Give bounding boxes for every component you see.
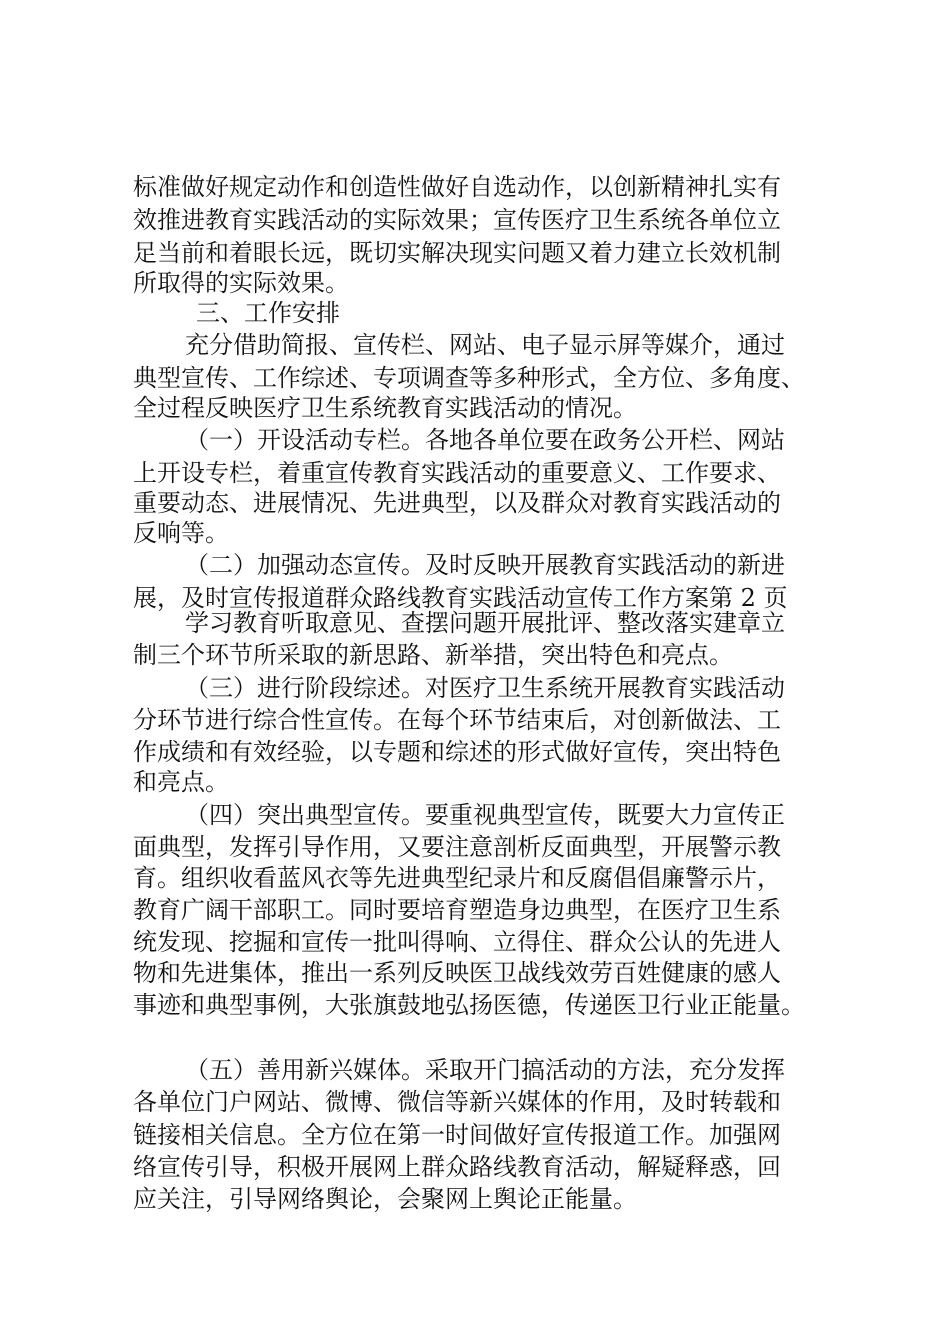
text-line: 教育广阔干部职工。同时要培育塑造身边典型，在医疗卫生系 [133, 896, 781, 924]
text-line: 展，及时宣传报道群众路线教育实践活动宣传工作方案第 2 页 [133, 584, 788, 612]
text-line: 充分借助简报、宣传栏、网站、电子显示屏等媒介，通过 [185, 331, 785, 359]
text-line: 物和先进集体，推出一系列反映医卫战线效劳百姓健康的感人 [133, 959, 781, 987]
text-line: 效推进教育实践活动的实际效果；宣传医疗卫生系统各单位立 [133, 206, 781, 234]
text-line: 链接相关信息。全方位在第一时间做好宣传报道工作。加强网 [133, 1121, 781, 1149]
text-line: 和亮点。 [133, 768, 229, 796]
text-line: （一）开设活动专栏。各地各单位要在政务公开栏、网站 [185, 426, 785, 454]
section-heading: 三、工作安排 [196, 299, 340, 327]
text-line: 事迹和典型事例，大张旗鼓地弘扬医德，传递医卫行业正能量。 [133, 991, 805, 1019]
text-line: 制三个环节所采取的新思路、新举措，突出特色和亮点。 [133, 641, 733, 669]
text-line: 分环节进行综合性宣传。在每个环节结束后，对创新做法、工 [133, 706, 781, 734]
text-line: 学习教育听取意见、查摆问题开展批评、整改落实建章立 [185, 609, 785, 637]
text-line: 面典型，发挥引导作用，又要注意剖析反面典型，开展警示教 [133, 833, 781, 861]
text-line: 育。组织收看蓝风衣等先进典型纪录片和反腐倡倡廉警示片， [133, 864, 781, 892]
text-line: 典型宣传、工作综述、专项调查等多种形式，全方位、多角度、 [133, 364, 805, 392]
text-line: 所取得的实际效果。 [133, 269, 349, 297]
text-line: 标准做好规定动作和创造性做好自选动作，以创新精神扎实有 [133, 173, 781, 201]
text-line: 反响等。 [133, 519, 229, 547]
text-line: 各单位门户网站、微博、微信等新兴媒体的作用，及时转载和 [133, 1088, 781, 1116]
text-line: （三）进行阶段综述。对医疗卫生系统开展教育实践活动 [185, 674, 785, 702]
text-line: 应关注，引导网络舆论，会聚网上舆论正能量。 [133, 1185, 637, 1213]
text-line: 足当前和着眼长远，既切实解决现实问题又着力建立长效机制 [133, 239, 781, 267]
text-line: 上开设专栏，着重宣传教育实践活动的重要意义、工作要求、 [133, 459, 781, 487]
text-line: 络宣传引导，积极开展网上群众路线教育活动，解疑释惑，回 [133, 1153, 781, 1181]
text-line: （四）突出典型宣传。要重视典型宣传，既要大力宣传正 [185, 801, 785, 829]
text-line: 重要动态、进展情况、先进典型，以及群众对教育实践活动的 [133, 489, 781, 517]
text-line: 统发现、挖掘和宣传一批叫得响、立得住、群众公认的先进人 [133, 928, 781, 956]
text-line: 全过程反映医疗卫生系统教育实践活动的情况。 [133, 394, 637, 422]
text-line: （二）加强动态宣传。及时反映开展教育实践活动的新进 [185, 551, 785, 579]
text-line: 作成绩和有效经验，以专题和综述的形式做好宣传，突出特色 [133, 738, 781, 766]
text-line: （五）善用新兴媒体。采取开门搞活动的方法，充分发挥 [185, 1056, 785, 1084]
